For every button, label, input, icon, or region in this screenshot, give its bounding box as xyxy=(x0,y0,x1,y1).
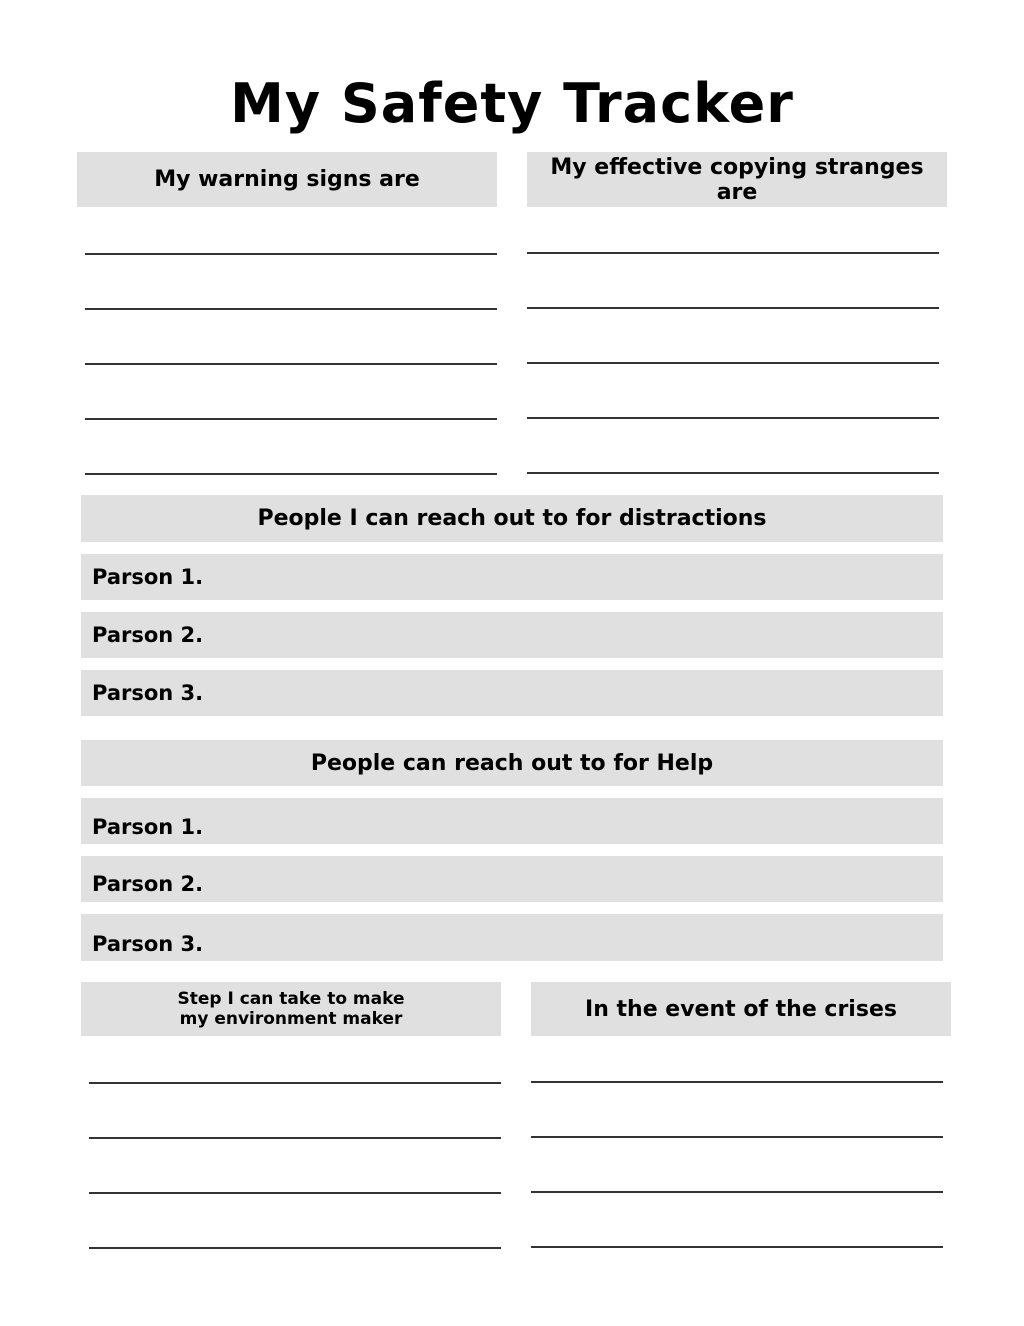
write-line[interactable] xyxy=(85,473,497,475)
write-line[interactable] xyxy=(85,363,497,365)
write-line[interactable] xyxy=(85,418,497,420)
write-line[interactable] xyxy=(89,1247,501,1249)
write-line[interactable] xyxy=(89,1192,501,1194)
write-line[interactable] xyxy=(89,1082,501,1084)
write-line[interactable] xyxy=(527,362,939,364)
write-line[interactable] xyxy=(85,308,497,310)
help-person-1[interactable]: Parson 1. xyxy=(81,798,943,844)
distraction-person-2[interactable]: Parson 2. xyxy=(81,612,943,658)
distraction-person-3[interactable]: Parson 3. xyxy=(81,670,943,716)
write-line[interactable] xyxy=(531,1246,943,1248)
write-line[interactable] xyxy=(531,1191,943,1193)
environment-heading: Step I can take to make my environment maker xyxy=(81,982,501,1036)
distractions-heading: People I can reach out to for distractions xyxy=(81,495,943,542)
page-title: My Safety Tracker xyxy=(230,72,794,135)
coping-strategies-heading: My effective copying stranges are xyxy=(527,152,947,207)
write-line[interactable] xyxy=(89,1137,501,1139)
write-line[interactable] xyxy=(527,472,939,474)
help-person-3[interactable]: Parson 3. xyxy=(81,914,943,961)
help-person-2[interactable]: Parson 2. xyxy=(81,856,943,902)
write-line[interactable] xyxy=(531,1136,943,1138)
write-line[interactable] xyxy=(531,1081,943,1083)
write-line[interactable] xyxy=(527,252,939,254)
write-line[interactable] xyxy=(527,417,939,419)
distraction-person-1[interactable]: Parson 1. xyxy=(81,554,943,600)
crisis-heading: In the event of the crises xyxy=(531,982,951,1036)
write-line[interactable] xyxy=(85,253,497,255)
help-heading: People can reach out to for Help xyxy=(81,740,943,786)
write-line[interactable] xyxy=(527,307,939,309)
warning-signs-heading: My warning signs are xyxy=(77,152,497,207)
